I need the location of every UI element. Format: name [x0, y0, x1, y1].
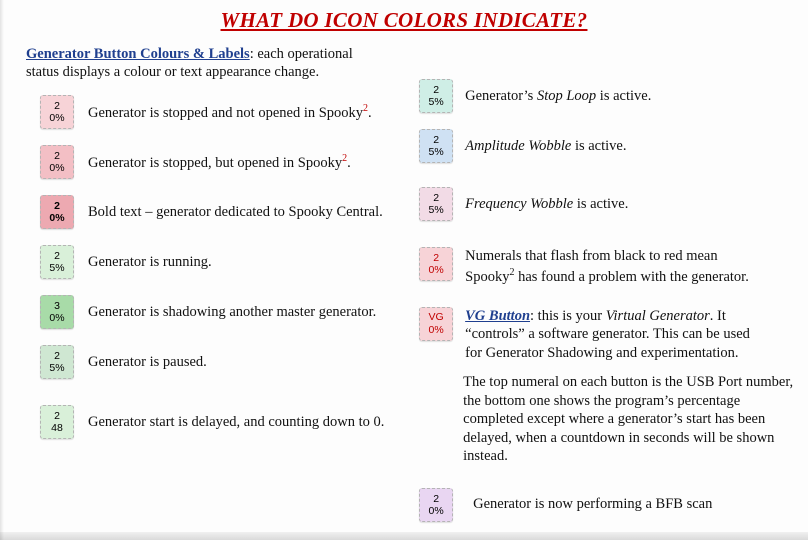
- legend-row: [407, 307, 794, 364]
- legend-text: Generator is stopped, but opened in Spooky: [88, 154, 343, 171]
- legend-row: [26, 245, 397, 279]
- icon-slot: [407, 247, 465, 281]
- legend-text-tail: is active.: [596, 87, 652, 104]
- usb-port-explanation-paragraph: The top numeral on each button is the USB Port number, the bottom one shows the program’s percentage completed except where a generator’s start has been delayed, when a countdown in seconds will be shown instead.: [463, 374, 794, 465]
- superscript-marker: 2: [342, 152, 348, 164]
- generator-button-icon[interactable]: [419, 247, 453, 281]
- legend-row: [26, 405, 397, 439]
- legend-row: [407, 79, 794, 113]
- icon-percent: 5%: [428, 204, 444, 216]
- vg-button-link[interactable]: VG Button: [465, 307, 531, 324]
- icon-port-number: 2: [54, 250, 60, 263]
- legend-row: [26, 295, 397, 329]
- legend-row: [407, 488, 794, 522]
- generator-button-icon[interactable]: [40, 345, 74, 379]
- icon-slot: [26, 95, 88, 129]
- legend-description: Generator is shadowing another master generator.: [88, 303, 377, 320]
- icon-vg-label: VG: [428, 311, 444, 324]
- icon-percent: 0%: [428, 504, 444, 517]
- page-title: WHAT DO ICON COLORS INDICATE?: [220, 8, 588, 32]
- generator-button-icon[interactable]: [419, 488, 453, 522]
- legend-row: [407, 129, 794, 163]
- icon-percent: 0%: [49, 112, 65, 125]
- page-edge-shadow: [0, 0, 4, 540]
- legend-description: Bold text – generator dedicated to Spooky Central.: [88, 203, 383, 220]
- superscript-marker: 2: [363, 102, 369, 114]
- legend-text-tail: .: [368, 104, 372, 121]
- legend-description: Generator is running.: [88, 253, 212, 270]
- intro-rest-text: : each operational status displays a colour or text appearance change.: [26, 46, 353, 81]
- legend-text-tail: . It “controls” a software generator. This can be used for Generator Shadowing and experimentation.: [465, 307, 750, 362]
- legend-emphasis: Stop Loop: [536, 87, 597, 104]
- icon-percent: 5%: [428, 146, 444, 158]
- legend-description: [465, 307, 765, 364]
- icon-slot: [26, 295, 88, 329]
- icon-percent: 0%: [49, 312, 65, 325]
- icon-port-number: 2: [54, 150, 60, 163]
- icon-percent: 5%: [49, 362, 65, 375]
- icon-slot: [407, 79, 465, 113]
- generator-button-icon[interactable]: [419, 79, 453, 113]
- left-column: [14, 45, 397, 538]
- icon-slot: [407, 488, 465, 522]
- intro-lead-label: Generator Button Colours & Labels: [26, 46, 250, 62]
- legend-emphasis: Virtual Generator: [605, 307, 710, 324]
- bottom-shadow: [0, 532, 808, 540]
- icon-slot: [26, 245, 88, 279]
- icon-percent: 5%: [428, 96, 444, 108]
- generator-button-icon[interactable]: [40, 405, 74, 439]
- legend-row: [407, 247, 794, 287]
- icon-port-number: 2: [54, 350, 60, 363]
- icon-percent: 0%: [428, 264, 444, 276]
- legend-description: [88, 152, 351, 173]
- legend-description: Generator start is delayed, and counting down to 0.: [88, 413, 385, 430]
- legend-row: [407, 187, 794, 221]
- legend-text-tail: has found a problem with the generator.: [514, 268, 749, 285]
- two-column-layout: [0, 45, 808, 538]
- generator-button-icon[interactable]: [40, 295, 74, 329]
- icon-slot: [26, 145, 88, 179]
- generator-button-icon[interactable]: [40, 245, 74, 279]
- icon-slot: [26, 195, 88, 229]
- right-column: [397, 45, 794, 538]
- icon-port-number: 2: [433, 191, 440, 204]
- legend-row: [26, 195, 397, 229]
- legend-text: : this is your: [530, 307, 606, 324]
- legend-description: Generator is paused.: [88, 353, 207, 370]
- icon-slot: [26, 405, 88, 439]
- icon-percent: 0%: [49, 212, 65, 225]
- icon-port-number: 2: [54, 410, 60, 423]
- legend-row: [26, 95, 397, 129]
- legend-description: [465, 137, 626, 156]
- legend-emphasis: Amplitude Wobble: [465, 137, 572, 154]
- legend-text: Numerals that flash from black to red mean Spooky: [465, 248, 718, 285]
- legend-description: [465, 195, 628, 214]
- legend-description: [465, 247, 765, 287]
- icon-slot: [407, 129, 465, 163]
- icon-port-number: 2: [433, 133, 440, 146]
- virtual-generator-button-icon[interactable]: [419, 307, 453, 341]
- legend-row: [26, 345, 397, 379]
- legend-description: Generator is now performing a BFB scan: [473, 496, 713, 513]
- generator-button-icon[interactable]: [40, 145, 74, 179]
- legend-row: [26, 145, 397, 179]
- icon-percent: 5%: [49, 262, 65, 275]
- icon-slot: [26, 345, 88, 379]
- generator-button-icon[interactable]: [40, 95, 74, 129]
- legend-description: [88, 102, 372, 123]
- generator-button-icon[interactable]: [419, 129, 453, 163]
- icon-port-number: 2: [433, 83, 440, 96]
- icon-port-number: 3: [54, 300, 60, 313]
- legend-emphasis: Frequency Wobble: [465, 195, 574, 212]
- icon-port-number: 2: [433, 492, 440, 505]
- intro-paragraph: [26, 45, 356, 81]
- icon-slot: [407, 187, 465, 221]
- icon-percent: 0%: [428, 323, 444, 336]
- legend-text: Generator’s: [465, 87, 537, 104]
- superscript-marker: 2: [509, 266, 515, 278]
- legend-text-tail: is active.: [573, 195, 629, 212]
- legend-text-tail: .: [347, 154, 351, 171]
- icon-port-number: 2: [54, 100, 60, 113]
- legend-text: Generator is stopped and not opened in Spooky: [88, 104, 364, 121]
- icon-percent: 0%: [49, 162, 65, 175]
- icon-countdown: 48: [51, 422, 63, 435]
- icon-port-number: 2: [54, 200, 60, 213]
- legend-description: [465, 87, 651, 106]
- icon-port-number: 2: [433, 251, 440, 264]
- generator-button-icon[interactable]: [40, 195, 74, 229]
- legend-text-tail: is active.: [571, 137, 627, 154]
- generator-button-icon[interactable]: [419, 187, 453, 221]
- icon-slot: [407, 307, 465, 341]
